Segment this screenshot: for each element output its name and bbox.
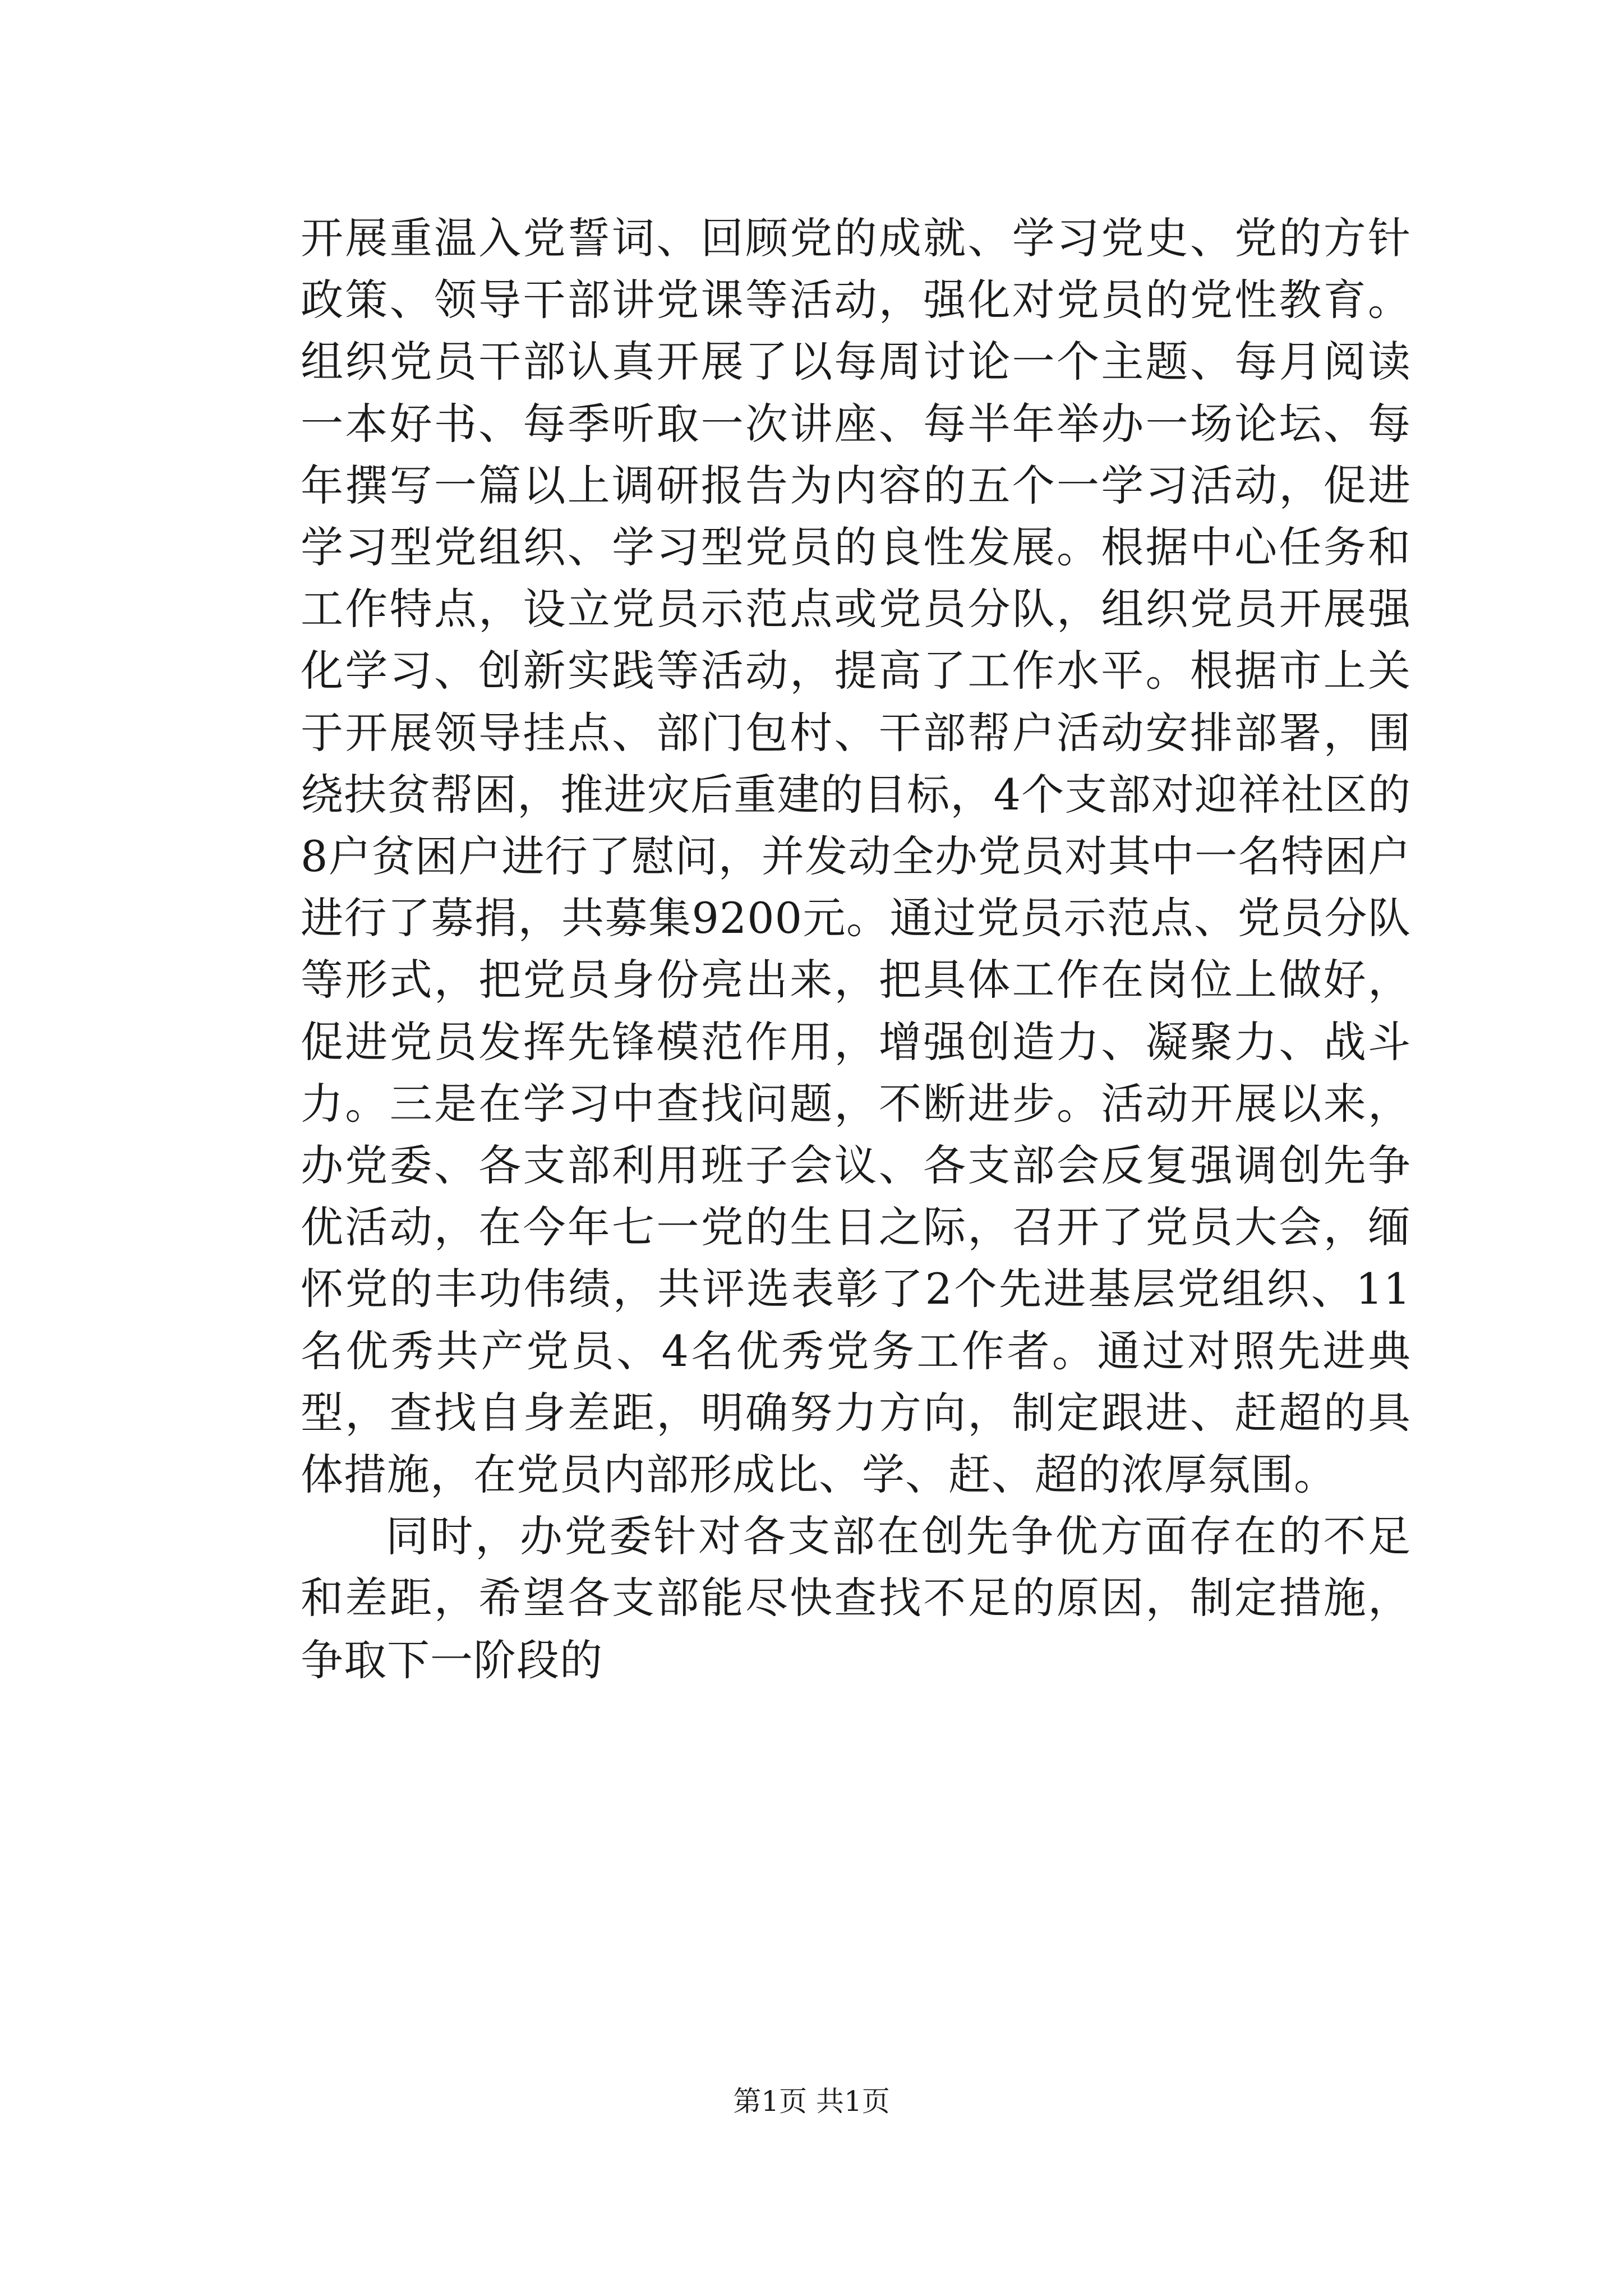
paragraph-1: 开展重温入党誓词、回顾党的成就、学习党史、党的方针政策、领导干部讲党课等活动，强化对党员的党性教育。组织党员干部认真开展了以每周讨论一个主题、每月阅读一本好书、每季听取一次讲座、每半年举办一场论坛、每年撰写一篇以上调研报告为内容的五个一学习活动，促进学习型党组织、学习型党员的良性发展。根据中心任务和工作特点，设立党员示范点或党员分队，组织党员开展强化学习、创新实践等活动，提高了工作水平。根据市上关于开展领导挂点、部门包村、干部帮户活动安排部署，围绕扶贫帮困，推进灾后重建的目标，4个支部对迎祥社区的8户贫困户进行了慰问，并发动全办党员对其中一名特困户进行了募捐，共募集9200元。通过党员示范点、党员分队等形式，把党员身份亮出来，把具体工作在岗位上做好，促进党员发挥先锋模范作用，增强创造力、凝聚力、战斗力。三是在学习中查找问题，不断进步。活动开展以来，办党委、各支部利用班子会议、各支部会反复强调创先争优活动，在今年七一党的生日之际，召开了党员大会，缅怀党的丰功伟绩，共评选表彰了2个先进基层党组织、11名优秀共产党员、4名优秀党务工作者。通过对照先进典型，查找自身差距，明确努力方向，制定跟进、赶超的具体措施，在党员内部形成比、学、赶、超的浓厚氛围。 [301,213,1411,1500]
page-footer: 第1页 共1页 [733,2085,890,2118]
paragraph-2: 同时，办党委针对各支部在创先争优方面存在的不足和差距，希望各支部能尽快查找不足的原因，制定措施，争取下一阶段的 [301,1511,1411,1685]
document-body [301,208,1411,1691]
